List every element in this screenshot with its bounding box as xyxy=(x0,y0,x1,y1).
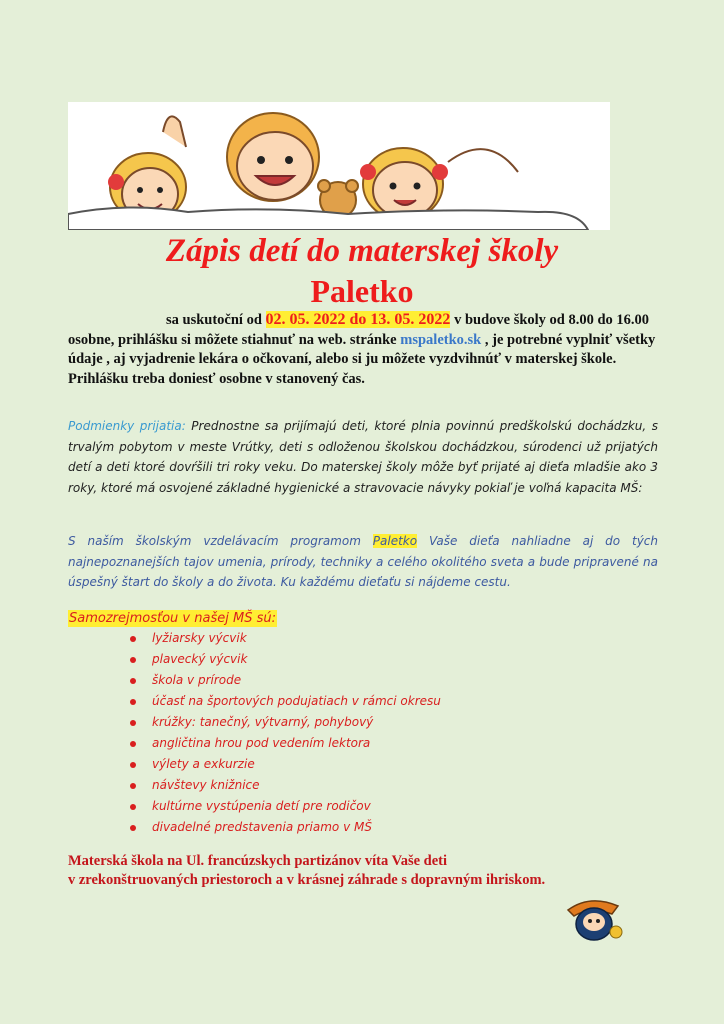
list-item xyxy=(130,754,441,775)
bullet-icon xyxy=(130,720,136,726)
date-range: 02. 05. 2022 do 13. 05. 2022 xyxy=(265,311,451,328)
list-item-text: návštevy knižnice xyxy=(152,778,260,792)
intro-after-date: v budove školy od 8.00 do 16.00 osobne, prihlášku si môžete stiahnuť na web. stránke xyxy=(68,312,650,348)
features-heading: Samozrejmosťou v našej MŠ sú: xyxy=(69,611,276,626)
bullet-icon xyxy=(130,762,136,768)
list-item-text: plavecký výcvik xyxy=(152,652,248,666)
bullet-icon xyxy=(130,804,136,810)
list-item-text: účasť na športových podujatiach v rámci okresu xyxy=(152,694,441,708)
intro-rest: , je potrebné vyplniť všetky údaje , aj vyjadrenie lekára o očkovaní, alebo si ju môžete vyzdvihnúť v materskej škole. Prihlášku treba doniesť osobne v stanovený čas. xyxy=(68,331,656,387)
list-item-text: lyžiarsky výcvik xyxy=(152,631,247,645)
list-item xyxy=(130,649,441,670)
program-highlight: Paletko xyxy=(372,534,418,548)
children-illustration-icon xyxy=(68,102,610,230)
list-item xyxy=(130,691,441,712)
list-item-text: škola v prírode xyxy=(152,673,242,687)
features-list xyxy=(130,628,441,838)
paletko-mascot-icon xyxy=(560,892,626,944)
list-item xyxy=(130,775,441,796)
intro-paragraph xyxy=(68,310,658,389)
conditions-text: Prednostne sa prijímajú deti, ktoré plnia povinnú predškolskú dochádzku, s trvalým pobytom v meste Vrútky, deti s odloženou školskou dochádzkou, súrodenci už prijatých detí a deti ktoré dovŕšili tri roky veku. Do materskej školy môže byť prijaté aj dieťa mladšie ako 3 roky, ktoré má osvojené základné hygienické a stravovacie návyky pokiaľ je voľná kapacita MŠ: xyxy=(68,419,658,495)
list-item xyxy=(130,712,441,733)
list-item-text: výlety a exkurzie xyxy=(152,757,255,771)
conditions-paragraph xyxy=(68,416,658,498)
bullet-icon xyxy=(130,657,136,663)
list-item xyxy=(130,796,441,817)
program-before: S naším školským vzdelávacím programom xyxy=(68,534,373,548)
bullet-icon xyxy=(130,699,136,705)
bullet-icon xyxy=(130,636,136,642)
website-link[interactable]: mspaletko.sk xyxy=(400,331,482,348)
list-item xyxy=(130,670,441,691)
list-item xyxy=(130,628,441,649)
bullet-icon xyxy=(130,783,136,789)
list-item-text: kultúrne vystúpenia detí pre rodičov xyxy=(152,799,371,813)
list-item-text: krúžky: tanečný, výtvarný, pohybový xyxy=(152,715,374,729)
footer-line-1: Materská škola na Ul. francúzskych partizánov víta Vaše deti xyxy=(68,853,448,869)
page-subtitle: Paletko xyxy=(310,273,414,309)
intro-lead: sa uskutoční od xyxy=(166,312,266,328)
list-item xyxy=(130,733,441,754)
bullet-icon xyxy=(130,825,136,831)
footer-line-2: v zrekonštruovaných priestoroch a v krásnej záhrade s dopravným ihriskom. xyxy=(68,872,546,888)
list-item xyxy=(130,817,441,838)
program-paragraph xyxy=(68,531,658,593)
footer-text xyxy=(68,852,668,890)
conditions-label: Podmienky prijatia: xyxy=(68,419,186,433)
banner-illustration xyxy=(68,102,610,230)
bullet-icon xyxy=(130,678,136,684)
list-item-text: angličtina hrou pod vedením lektora xyxy=(152,736,371,750)
page-title: Zápis detí do materskej školy xyxy=(165,233,559,269)
bullet-icon xyxy=(130,741,136,747)
program-after: Vaše dieťa nahliadne aj do tých najnepoznanejších tajov umenia, prírody, techniky a celého okolitého sveta a bude pripravené na úspešný štart do školy a do života. Ku každému dieťaťu si nájdeme cestu. xyxy=(68,534,658,589)
list-item-text: divadelné predstavenia priamo v MŠ xyxy=(152,820,372,834)
